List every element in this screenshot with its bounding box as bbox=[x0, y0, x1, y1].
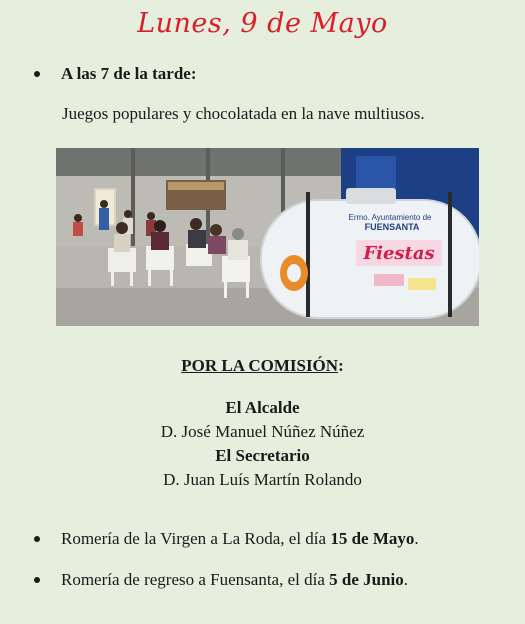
tank-banner: Fiestas bbox=[363, 243, 435, 264]
mayor-name: D. José Manuel Núñez Núñez bbox=[160, 422, 365, 441]
event-description: Juegos populares y chocolatada en la nave multiusos. bbox=[62, 104, 425, 123]
romeria-text-main: Romería de la Virgen a La Roda, el día bbox=[61, 529, 331, 548]
mayor-role: El Alcalde bbox=[225, 398, 300, 417]
commission-heading-text: POR LA COMISIÓN bbox=[181, 356, 339, 375]
romeria-date: 15 de Mayo bbox=[330, 529, 415, 548]
event-photo bbox=[56, 148, 479, 326]
tank-text-line1: Ermo. Ayuntamiento de bbox=[348, 213, 432, 222]
bullet-icon bbox=[34, 577, 40, 583]
romeria-text bbox=[61, 570, 408, 590]
page-title: Lunes, 9 de Mayo bbox=[137, 8, 388, 39]
event-photo-illustration bbox=[56, 148, 479, 326]
bullet-icon bbox=[34, 536, 40, 542]
commission-heading bbox=[0, 356, 525, 376]
romeria-date: 5 de Junio bbox=[329, 570, 404, 589]
event-time: A las 7 de la tarde: bbox=[61, 64, 197, 83]
secretary-name: D. Juan Luís Martín Rolando bbox=[163, 470, 362, 489]
bullet-icon bbox=[34, 71, 40, 77]
romeria-text bbox=[61, 529, 419, 549]
romeria-text-end: . bbox=[414, 529, 419, 548]
commission-heading-colon: : bbox=[338, 356, 344, 375]
secretary-role: El Secretario bbox=[215, 446, 310, 465]
romeria-text-end: . bbox=[403, 570, 409, 589]
romeria-text-main: Romería de regreso a Fuensanta, el día bbox=[61, 570, 330, 589]
tank-text-line2: FUENSANTA bbox=[364, 222, 420, 232]
